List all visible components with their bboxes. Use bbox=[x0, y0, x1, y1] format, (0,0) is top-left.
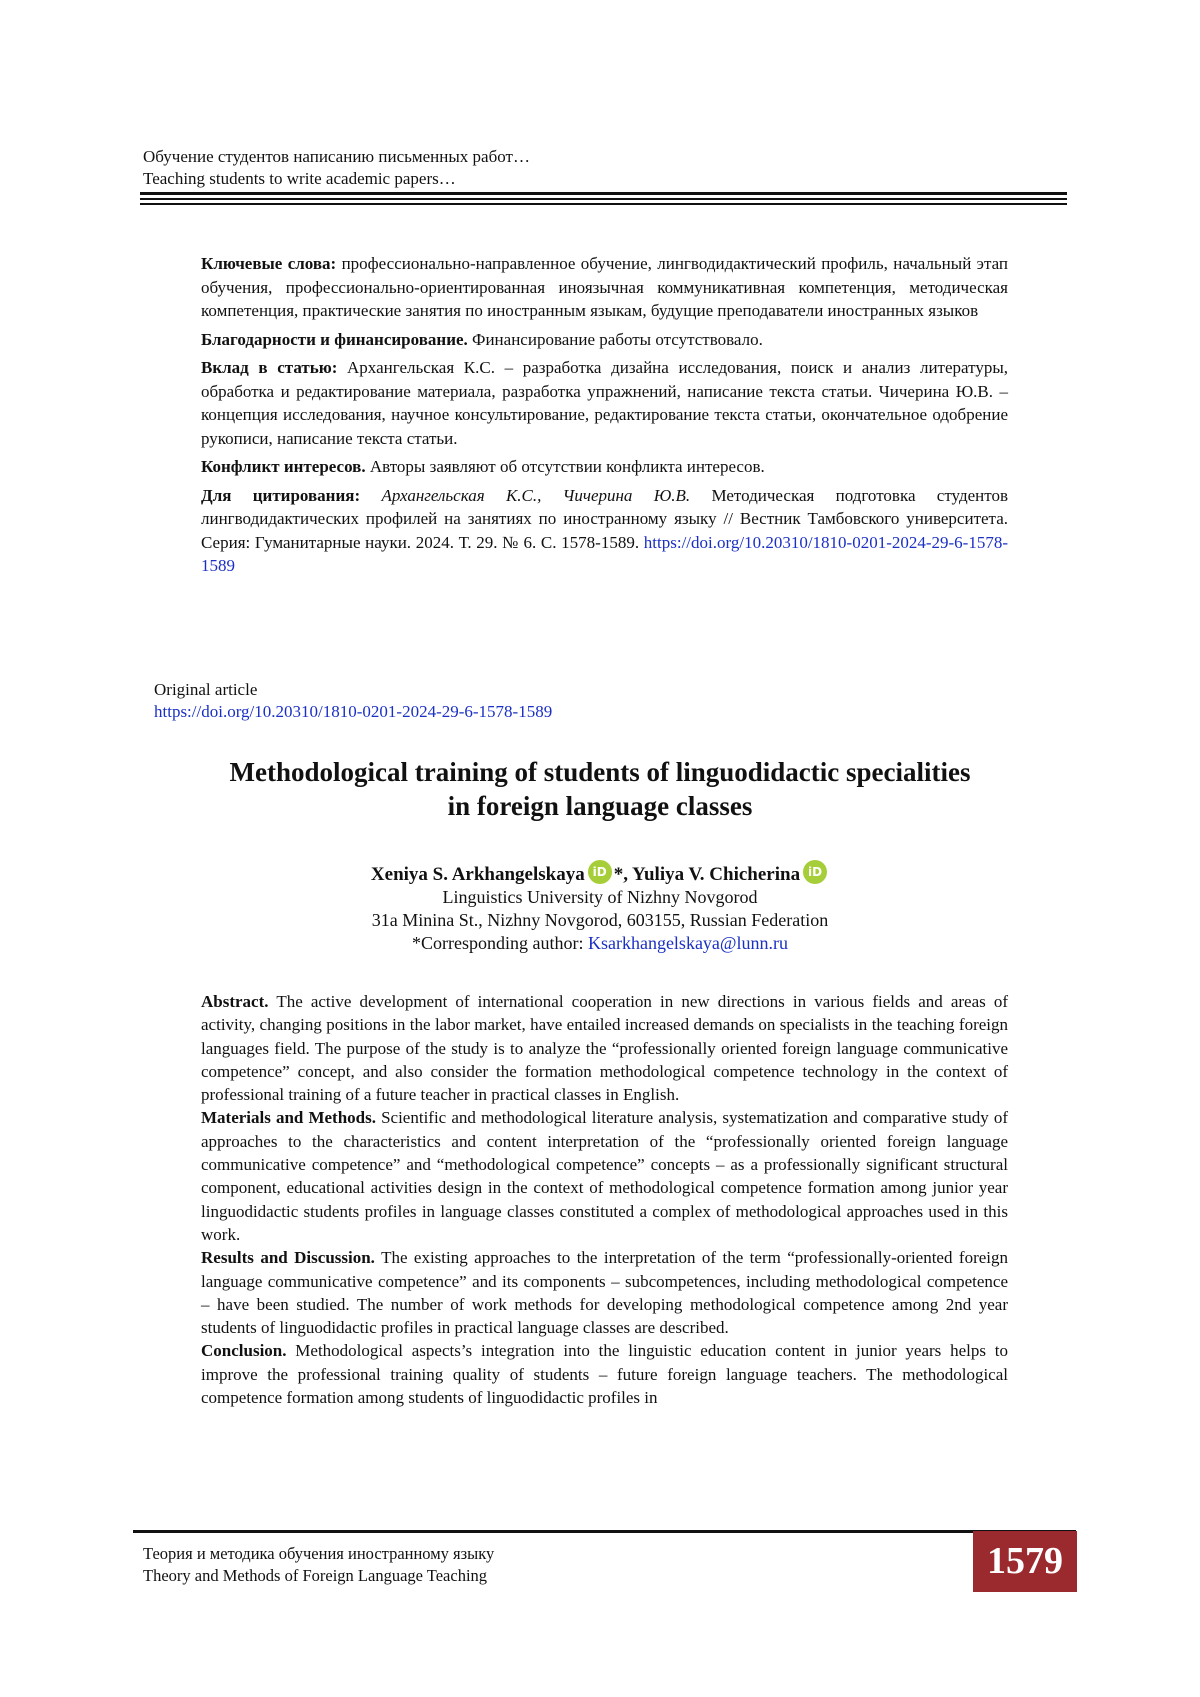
page-number: 1579 bbox=[973, 1531, 1077, 1592]
article-title-line-2: in foreign language classes bbox=[447, 791, 753, 821]
affiliation: Linguistics University of Nizhny Novgorod bbox=[442, 887, 758, 907]
orcid-icon[interactable]: iD bbox=[588, 860, 612, 884]
authors-block bbox=[150, 860, 1050, 955]
conflict-paragraph bbox=[201, 455, 1008, 479]
funding-paragraph bbox=[201, 328, 1008, 352]
author-separator: *, bbox=[613, 864, 633, 885]
keywords-paragraph bbox=[201, 252, 1008, 323]
corresponding-author bbox=[150, 932, 1050, 955]
article-doi-link[interactable]: https://doi.org/10.20310/1810-0201-2024-29-6-1578-1589 bbox=[154, 702, 553, 721]
abstract-block bbox=[201, 990, 1008, 1409]
abstract-label: Abstract. bbox=[201, 992, 269, 1011]
contribution-label: Вклад в статью: bbox=[201, 358, 338, 377]
footer-rule bbox=[133, 1530, 1076, 1533]
contribution-text: Архангельская К.С. – разработка дизайна исследования, поиск и анализ литературы, обработка и редактирование материала, разработка упражнений, написание текста статьи. Чичерина Ю.В. – концепция исследования, научное консультирование, редактирование текста статьи, окончательное одобрение рукописи, написание текста статьи. bbox=[201, 358, 1008, 448]
footer-section-en: Theory and Methods of Foreign Language Teaching bbox=[143, 1566, 488, 1585]
keywords-text: профессионально-направленное обучение, лингводидактический профиль, начальный этап обучения, профессионально-ориентированная иноязычная коммуникативная компетенция, методическая компетенция, практические занятия по иностранным языкам, будущие преподаватели иностранных языков bbox=[201, 254, 1009, 320]
article-info bbox=[154, 679, 552, 723]
journal-section-footer bbox=[143, 1543, 494, 1587]
header-rule-thick bbox=[140, 192, 1067, 195]
authors-line bbox=[150, 860, 1050, 886]
citation-paragraph bbox=[201, 484, 1008, 578]
header-rule-thin bbox=[140, 198, 1067, 200]
conclusion-paragraph bbox=[201, 1339, 1008, 1409]
author-2-name: Yuliya V. Chicherina bbox=[632, 864, 801, 885]
methods-label: Materials and Methods. bbox=[201, 1108, 376, 1128]
results-text: The existing approaches to the interpretation of the term “professionally-oriented foreign language communicative competence” and its components – subcompetences, including methodological competence – have been studied. The number of work methods for developing methodological competence among 2nd year students of linguodidactic profiles in practical language classes are described. bbox=[201, 1248, 1008, 1338]
orcid-icon[interactable]: iD bbox=[803, 860, 827, 884]
conclusion-text: Methodological aspects’s integration into the linguistic education content in junior years helps to improve the professional training quality of students – future foreign language teachers. The methodological competence formation among students of linguodidactic profiles in bbox=[201, 1341, 1008, 1408]
russian-metadata bbox=[201, 252, 1008, 583]
funding-label: Благодарности и финансирование. bbox=[201, 329, 468, 349]
funding-text: Финансирование работы отсутствовало. bbox=[472, 329, 763, 349]
running-head-ru: Обучение студентов написанию письменных работ… bbox=[143, 147, 530, 166]
abstract-text: The active development of international cooperation in new directions in various fields and areas of activity, changing positions in the labor market, have entailed increased demands on specialists in the teaching foreign languages field. The purpose of the study is to analyze the “professionally oriented foreign language communicative competence” concept, and also consider the formation methodological competence technology in the context of professional training of a future teacher in practical classes in English. bbox=[201, 992, 1008, 1105]
abstract-paragraph bbox=[201, 990, 1008, 1106]
citation-authors: Архангельская К.С., Чичерина Ю.В. bbox=[381, 485, 691, 505]
citation-text: Методическая подготовка студентов лингводидактических профилей на занятиях по иностранному языку // Вестник Тамбовского университета. Серия: Гуманитарные науки. 2024. Т. 29. № 6. С. 1578-1589. bbox=[201, 485, 1008, 552]
citation-label: Для цитирования: bbox=[201, 485, 361, 505]
header-rules bbox=[140, 192, 1067, 205]
affiliation-address: 31a Minina St., Nizhny Novgorod, 603155, Russian Federation bbox=[371, 910, 829, 930]
citation-doi-link[interactable]: https://doi.org/10.20310/1810-0201-2024-29-6-1578-1589 bbox=[201, 532, 1009, 575]
running-head bbox=[143, 146, 530, 190]
article-type-label: Original article bbox=[154, 680, 258, 699]
conflict-text: Авторы заявляют об отсутствии конфликта интересов. bbox=[369, 457, 765, 476]
corresponding-email-link[interactable]: Ksarkhangelskaya@lunn.ru bbox=[587, 933, 788, 953]
article-title-line-1: Methodological training of students of linguodidactic specialities bbox=[229, 757, 971, 787]
conclusion-label: Conclusion. bbox=[201, 1341, 287, 1361]
running-head-en: Teaching students to write academic papers… bbox=[143, 169, 456, 188]
results-label: Results and Discussion. bbox=[201, 1248, 375, 1268]
article-title bbox=[150, 755, 1050, 823]
keywords-label: Ключевые слова: bbox=[201, 254, 337, 273]
conflict-label: Конфликт интересов. bbox=[201, 457, 366, 476]
footer-section-ru: Теория и методика обучения иностранному языку bbox=[143, 1544, 495, 1563]
methods-paragraph bbox=[201, 1106, 1008, 1246]
results-paragraph bbox=[201, 1246, 1008, 1339]
methods-text: Scientific and methodological literature analysis, systematization and comparative study of approaches to the characteristics and content interpretation of the “professionally oriented foreign language communicative competence” and “methodological competence” concepts – as a professionally significant structural component, educational activities design in the context of methodological competence formation among junior year linguodidactic students profiles in language classes constituted a complex of methodological approaches used in this work. bbox=[201, 1108, 1009, 1244]
corresponding-author-label: *Corresponding author: bbox=[411, 933, 588, 953]
author-1-name: Xeniya S. Arkhangelskaya bbox=[370, 864, 585, 885]
contribution-paragraph bbox=[201, 356, 1008, 450]
header-rule-thin bbox=[140, 203, 1067, 205]
